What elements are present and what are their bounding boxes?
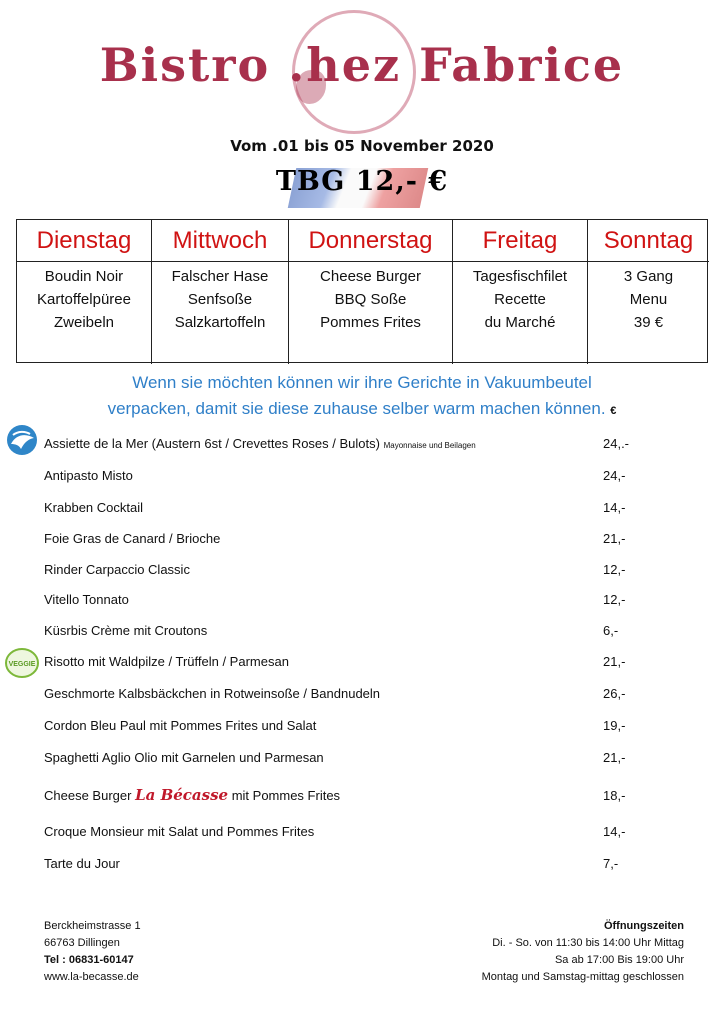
day-heading: Donnerstag [289,220,453,262]
dish-name: Krabben Cocktail [44,500,143,515]
dish-price: 21,- [603,654,626,669]
dish-line: Tagesfischfilet [472,268,568,285]
dish-name: Rinder Carpaccio Classic [44,562,190,577]
dish-name: Küsrbis Crème mit Croutons [44,623,208,638]
phone: Tel : 06831-60147 [44,954,134,966]
day-dish [588,262,709,364]
dish-line: Recette [494,291,546,308]
hours-line: Di. - So. von 11:30 bis 14:00 Uhr Mittag [492,937,684,949]
dish-line: Salzkartoffeln [174,314,266,331]
dish-title: Cheese Burger [44,788,132,803]
dish-name: Croque Monsieur mit Salat und Pommes Frites [44,824,315,839]
dish-note: Mayonnaise und Beilagen [383,441,476,450]
dish-line: BBQ Soße [334,291,407,308]
dish-line: Falscher Hase [171,268,269,285]
vacuum-pack-notice [0,370,724,424]
website: www.la-becasse.de [44,971,139,983]
daily-price-heading: TBG 12,- € [275,166,449,197]
day-heading: Freitag [453,220,588,262]
dish-name: Spaghetti Aglio Olio mit Garnelen und Parmesan [44,750,324,765]
dish-price: 19,- [603,718,626,733]
dish-price: 24,.- [603,436,630,451]
dish-name [44,786,340,804]
contact-info [44,918,141,986]
a-la-carte-menu [0,428,724,878]
dish-price: 6,- [603,623,619,638]
dish-price: 18,- [603,788,626,803]
dish-name: Antipasto Misto [44,468,133,483]
opening-hours [482,918,684,986]
address: Berckheimstrasse 1 [44,920,141,932]
hours-line: Montag und Samstag-mittag geschlossen [481,971,684,983]
dish-name: Risotto mit Waldpilze / Trüffeln / Parmesan [44,654,289,669]
dish-price: 7,- [603,856,619,871]
dish-name: Geschmorte Kalbsbäckchen in Rotweinsoße / Bandnudeln [44,686,381,701]
day-dish [152,262,289,364]
day-dish [453,262,588,364]
dish-line: 3 Gang [623,268,674,285]
veggie-badge-text: VEGGIE [8,661,36,668]
dish-price: 21,- [603,750,626,765]
dish-price: 26,- [603,686,626,701]
restaurant-logo: Bistro .hez Fabrice [99,38,625,92]
dish-price: 14,- [603,500,626,515]
dish-name: Foie Gras de Canard / Brioche [44,531,221,546]
dish-name: Tarte du Jour [44,856,120,871]
dish-price: 24,- [603,468,626,483]
dish-suffix: mit Pommes Frites [231,788,341,803]
dish-line: Kartoffelpüree [37,291,131,308]
weekly-menu-table [16,219,708,363]
dish-line: Zweibeln [53,314,115,331]
dish-price: 12,- [603,562,626,577]
dish-title: Assiette de la Mer (Austern 6st / Crevettes Roses / Bulots) [44,436,380,451]
city: 66763 Dillingen [44,937,120,949]
day-heading: Mittwoch [152,220,289,262]
dish-price: 14,- [603,824,626,839]
dish-line: du Marché [484,314,556,331]
day-heading: Sonntag [588,220,709,262]
notice-line: Wenn sie möchten können wir ihre Gerichte in Vakuumbeutel [132,373,592,392]
dish-price: 21,- [603,531,626,546]
day-dish [17,262,152,364]
day-heading: Dienstag [17,220,152,262]
dish-line: Senfsoße [187,291,253,308]
dish-line: Boudin Noir [44,268,124,285]
dish-line: Menu [629,291,668,308]
hours-line: Sa ab 17:00 Bis 19:00 Uhr [554,954,684,966]
dish-line: Pommes Frites [320,314,421,331]
dish-name: Cordon Bleu Paul mit Pommes Frites und Salat [44,718,317,733]
date-range: Vom .01 bis 05 November 2020 [230,137,494,155]
notice-line [0,396,724,424]
dish-name [44,436,476,451]
la-becasse-brand: La Bécasse [135,786,229,804]
euro-sign: € [610,405,617,417]
dish-name: Vitello Tonnato [44,592,129,607]
hours-title: Öffnungszeiten [603,920,684,932]
dish-line: Cheese Burger [320,268,421,285]
dish-price: 12,- [603,592,626,607]
dish-line: 39 € [633,314,664,331]
day-dish [289,262,453,364]
notice-text: verpacken, damit sie diese zuhause selber warm machen können. [107,399,606,418]
